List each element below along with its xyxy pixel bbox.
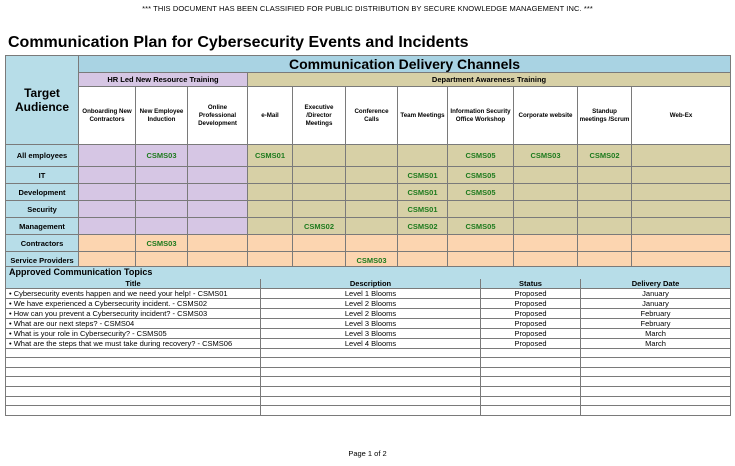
topic-delivery	[581, 396, 731, 406]
topics-col-status: Status	[481, 279, 581, 289]
channel-cell	[398, 235, 448, 252]
channel-cell	[136, 201, 188, 218]
channel-cell	[448, 235, 514, 252]
topic-title	[6, 367, 261, 377]
topic-status: Proposed	[481, 318, 581, 328]
channel-cell: CSMS01	[398, 201, 448, 218]
channel-cell	[514, 218, 578, 235]
channel-column-header: Web-Ex	[632, 87, 731, 145]
topic-description	[261, 348, 481, 358]
topic-status: Proposed	[481, 328, 581, 338]
topics-col-description: Description	[261, 279, 481, 289]
audience-row	[6, 201, 731, 218]
topic-delivery	[581, 406, 731, 416]
topic-description: Level 4 Blooms	[261, 338, 481, 348]
topic-delivery	[581, 348, 731, 358]
audience-label: Management	[6, 218, 79, 235]
topics-heading: Approved Communication Topics	[6, 267, 731, 279]
channel-column-header: Corporate website	[514, 87, 578, 145]
channel-cell	[188, 235, 248, 252]
channel-cell: CSMS05	[448, 184, 514, 201]
approved-topics-table	[5, 266, 731, 416]
channel-cell	[448, 201, 514, 218]
topics-col-delivery: Delivery Date	[581, 279, 731, 289]
channel-cell	[346, 235, 398, 252]
topic-status: Proposed	[481, 288, 581, 298]
topic-status: Proposed	[481, 308, 581, 318]
channel-cell	[248, 184, 293, 201]
channels-header: Communication Delivery Channels	[79, 56, 731, 73]
topic-title: • What is your role in Cybersecurity? - CSMS05	[6, 328, 261, 338]
channel-cell: CSMS02	[578, 145, 632, 167]
channel-cell	[79, 184, 136, 201]
channel-column-header: Standup meetings /Scrum	[578, 87, 632, 145]
channel-cell	[346, 167, 398, 184]
topic-delivery: February	[581, 318, 731, 328]
channel-cell	[248, 201, 293, 218]
audience-row	[6, 235, 731, 252]
channel-cell	[578, 235, 632, 252]
channel-cell: CSMS01	[398, 167, 448, 184]
channel-cell	[79, 201, 136, 218]
channel-cell: CSMS03	[136, 145, 188, 167]
channel-cell	[293, 184, 346, 201]
topic-status	[481, 348, 581, 358]
audience-row	[6, 184, 731, 201]
channel-cell	[293, 167, 346, 184]
topic-title: • How can you prevent a Cybersecurity incident? - CSMS03	[6, 308, 261, 318]
topic-title: • What are our next steps? - CSMS04	[6, 318, 261, 328]
channel-column-header: Online Professional Development	[188, 87, 248, 145]
topic-row	[6, 288, 731, 298]
channel-cell	[346, 201, 398, 218]
topic-description: Level 3 Blooms	[261, 328, 481, 338]
topic-description: Level 1 Blooms	[261, 288, 481, 298]
channel-cell	[632, 235, 731, 252]
channel-cell	[346, 145, 398, 167]
channel-cell	[136, 167, 188, 184]
channel-cell	[632, 218, 731, 235]
channel-cell: CSMS05	[448, 218, 514, 235]
channel-cell	[346, 184, 398, 201]
topic-row	[6, 377, 731, 387]
channel-cell	[293, 201, 346, 218]
channel-cell	[578, 201, 632, 218]
topic-status: Proposed	[481, 298, 581, 308]
topic-delivery	[581, 367, 731, 377]
topic-row	[6, 348, 731, 358]
channel-cell	[188, 167, 248, 184]
topic-description: Level 3 Blooms	[261, 318, 481, 328]
topic-row	[6, 358, 731, 368]
channel-column-header: Executive /Director Meetings	[293, 87, 346, 145]
topic-status: Proposed	[481, 338, 581, 348]
topic-description: Level 2 Blooms	[261, 308, 481, 318]
target-audience-header: Target Audience	[6, 56, 79, 145]
channel-cell	[514, 201, 578, 218]
audience-label: All employees	[6, 145, 79, 167]
channel-column-header: Conference Calls	[346, 87, 398, 145]
topic-row	[6, 298, 731, 308]
topic-row	[6, 367, 731, 377]
topic-delivery: February	[581, 308, 731, 318]
topic-row	[6, 406, 731, 416]
topic-delivery	[581, 386, 731, 396]
channel-cell	[248, 218, 293, 235]
dept-group-header: Department Awareness Training	[248, 73, 731, 87]
channel-cell: CSMS05	[448, 167, 514, 184]
topic-title	[6, 406, 261, 416]
topic-row	[6, 386, 731, 396]
topic-description	[261, 377, 481, 387]
channel-cell	[79, 235, 136, 252]
topic-description	[261, 386, 481, 396]
topic-status	[481, 358, 581, 368]
topic-delivery: March	[581, 328, 731, 338]
audience-label: IT	[6, 167, 79, 184]
channel-cell	[136, 218, 188, 235]
channel-cell	[79, 167, 136, 184]
topic-delivery: March	[581, 338, 731, 348]
topic-title: • We have experienced a Cybersecurity incident. - CSMS02	[6, 298, 261, 308]
topic-title	[6, 386, 261, 396]
topic-description	[261, 396, 481, 406]
channel-cell	[514, 235, 578, 252]
audience-row	[6, 145, 731, 167]
topics-col-title: Title	[6, 279, 261, 289]
channel-cell: CSMS03	[136, 235, 188, 252]
channel-cell: CSMS01	[398, 184, 448, 201]
classification-banner: *** THIS DOCUMENT HAS BEEN CLASSIFIED FOR PUBLIC DISTRIBUTION BY SECURE KNOWLEDGE MANAGEMENT INC. ***	[142, 4, 593, 13]
audience-label: Contractors	[6, 235, 79, 252]
topic-title	[6, 358, 261, 368]
topic-delivery: January	[581, 288, 731, 298]
channel-cell	[188, 145, 248, 167]
topic-title: • Cybersecurity events happen and we need your help! - CSMS01	[6, 288, 261, 298]
channel-cell: CSMS02	[398, 218, 448, 235]
topic-status	[481, 377, 581, 387]
topic-title: • What are the steps that we must take during recovery? - CSMS06	[6, 338, 261, 348]
topic-row	[6, 308, 731, 318]
channel-cell	[248, 235, 293, 252]
channel-cell: CSMS03	[514, 145, 578, 167]
topic-row	[6, 318, 731, 328]
page-number: Page 1 of 2	[348, 449, 387, 458]
channel-cell	[136, 184, 188, 201]
topic-delivery	[581, 377, 731, 387]
channel-cell	[578, 184, 632, 201]
topic-row	[6, 396, 731, 406]
channel-matrix	[5, 55, 731, 269]
channel-cell	[188, 184, 248, 201]
channel-cell	[514, 167, 578, 184]
hr-group-header: HR Led New Resource Training	[79, 73, 248, 87]
topic-row	[6, 338, 731, 348]
topic-description: Level 2 Blooms	[261, 298, 481, 308]
topic-title	[6, 396, 261, 406]
channel-cell	[248, 167, 293, 184]
channel-column-header: Onboarding New Contractors	[79, 87, 136, 145]
channel-cell: CSMS02	[293, 218, 346, 235]
audience-label: Development	[6, 184, 79, 201]
channel-cell	[632, 201, 731, 218]
channel-cell	[346, 218, 398, 235]
channel-cell	[632, 145, 731, 167]
channel-cell	[79, 145, 136, 167]
topic-status	[481, 367, 581, 377]
topic-delivery	[581, 358, 731, 368]
channel-cell: CSMS01	[248, 145, 293, 167]
topic-description	[261, 367, 481, 377]
channel-cell	[293, 235, 346, 252]
topic-description	[261, 406, 481, 416]
audience-label: Service Providers	[6, 252, 79, 269]
topic-row	[6, 328, 731, 338]
channel-cell	[188, 218, 248, 235]
channel-cell	[188, 201, 248, 218]
channel-cell	[79, 218, 136, 235]
channel-cell	[293, 145, 346, 167]
audience-label: Security	[6, 201, 79, 218]
channel-cell	[514, 184, 578, 201]
channel-cell: CSMS05	[448, 145, 514, 167]
topic-delivery: January	[581, 298, 731, 308]
topic-title	[6, 377, 261, 387]
audience-row	[6, 218, 731, 235]
topic-status	[481, 396, 581, 406]
topic-description	[261, 358, 481, 368]
channel-cell	[398, 145, 448, 167]
channel-column-header: New Employee Induction	[136, 87, 188, 145]
channel-column-header: e-Mail	[248, 87, 293, 145]
page-title: Communication Plan for Cybersecurity Events and Incidents	[8, 34, 469, 51]
channel-cell	[632, 167, 731, 184]
topic-status	[481, 406, 581, 416]
topic-status	[481, 386, 581, 396]
topic-title	[6, 348, 261, 358]
channel-cell	[578, 218, 632, 235]
channel-cell: CSMS03	[346, 252, 398, 269]
channel-cell	[578, 167, 632, 184]
channel-cell	[632, 184, 731, 201]
channel-column-header: Information Security Office Workshop	[448, 87, 514, 145]
channel-column-header: Team Meetings	[398, 87, 448, 145]
audience-row	[6, 167, 731, 184]
